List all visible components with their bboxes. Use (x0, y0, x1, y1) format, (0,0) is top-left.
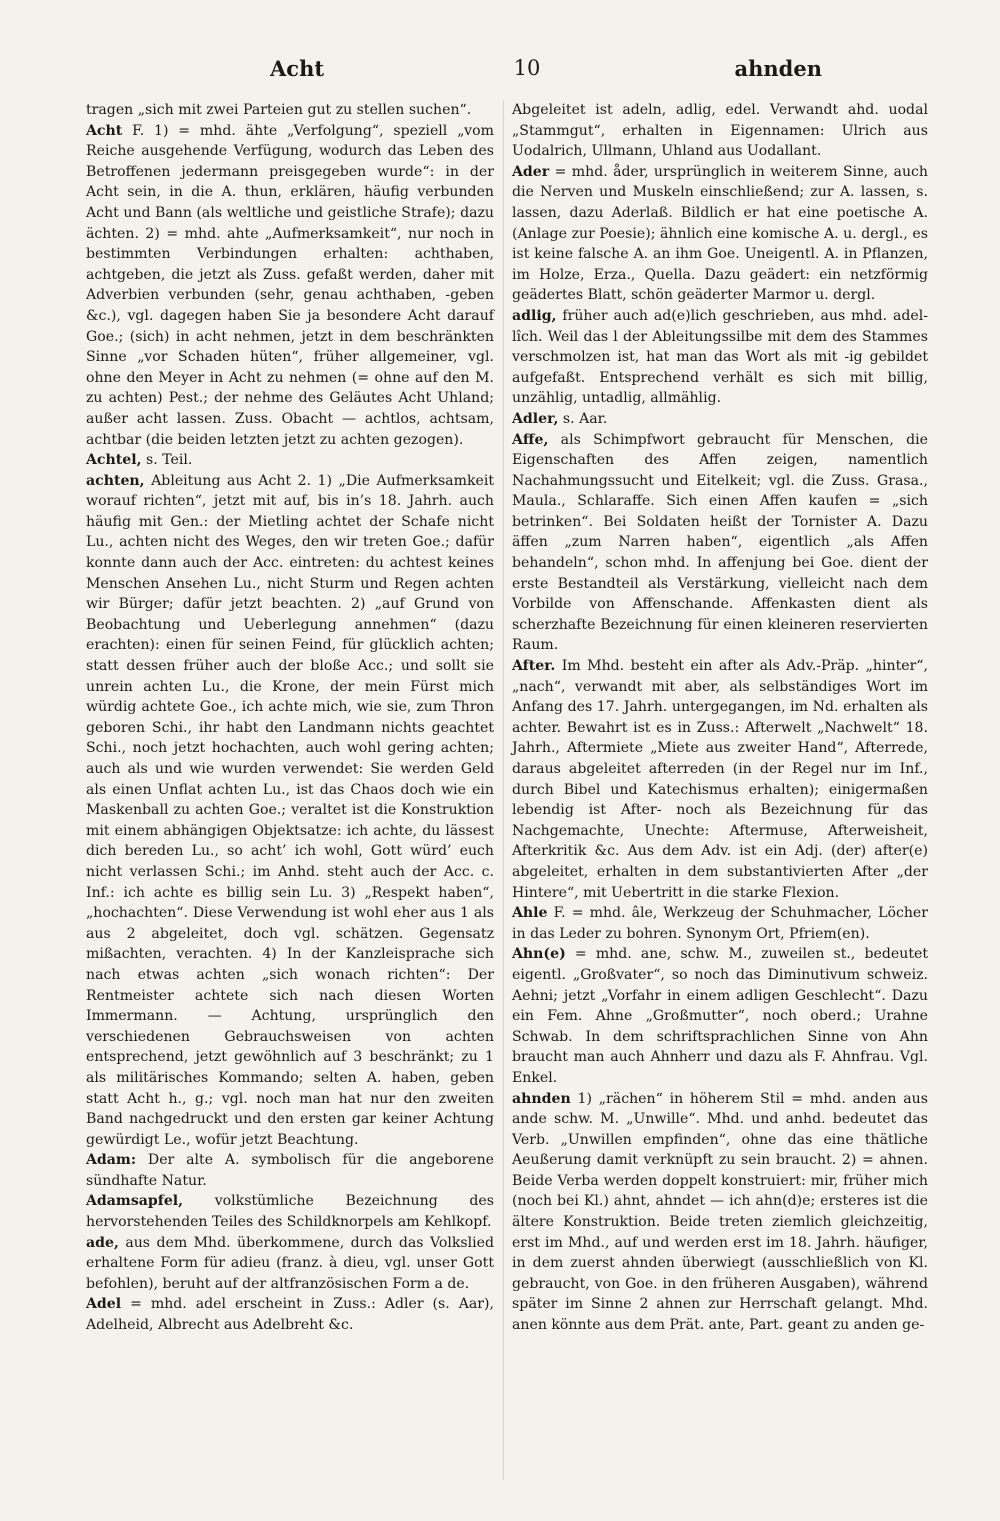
right-headword: ahnden (734, 56, 822, 81)
entry-text: tragen „sich mit zwei Parteien gut zu stellen suchen“. (86, 102, 472, 118)
left-column (86, 100, 494, 1336)
entry (86, 471, 494, 1151)
entry (86, 1294, 494, 1335)
entry (512, 903, 928, 944)
entry (86, 1191, 494, 1232)
entry (512, 944, 928, 1088)
entry-headword: adlig, (512, 307, 557, 324)
entry-text: = mhd. adel erscheint in Zuss.: Adler (s. Aar), Adelheid, Albrecht aus Adelbreht &c. (86, 1296, 494, 1334)
entry (512, 306, 928, 409)
entry (86, 450, 494, 471)
entry (512, 162, 928, 306)
entry-text: Abgeleitet ist adeln, adlig, edel. Verwandt ahd. uodal „Stammgut“, erhalten in Eigennamen: Ulrich aus Uodalrich, Ullmann, Uhland aus Uodallant. (512, 102, 928, 160)
entry-text: Im Mhd. besteht ein after als Adv.-Präp. „hinter“, „nach“, verwandt mit aber, als selbständiges Wort im Anfang des 17. Jahrh. untergegangen, im Nd. erhalten als achter. Bewahrt ist es in Zuss.: Afterwelt „Nachwelt“ 18. Jahrh., Aftermiete „Miete aus zweiter Hand“, Afterrede, daraus abgeleitet afterreden (in der Regel nur im Inf., durch Bibel und Katechismus erhalten); einigermaßen lebendig ist After- noch als Bezeichnung für das Nachgemachte, Unechte: Aftermuse, Afterweisheit, Afterkritik &c. Aus dem Adv. ist ein Adj. (der) after(e) abgeleitet, erhalten in dem substantivierten After „der Hintere“, mit Uebertritt in die starke Flexion. (512, 658, 928, 901)
entry (512, 100, 928, 162)
entry-headword: achten, (86, 472, 145, 489)
entry-text: als Schimpfwort gebraucht für Menschen, die Eigenschaften des Affen zeigen, namentlich Nachahmungssucht und Eitelkeit; vgl. die Zuss. Grasa., Maula., Schlaraffe. Sich einen Affen kaufen = „sich betrinken“. Bei Soldaten heißt der Tornister A. Dazu äffen „zum Narren haben“, eigentlich „als Affen behandeln“, schon mhd. In affenjung bei Goe. dient der erste Bestandteil als Verstärkung, vielleicht nach dem Vorbilde von Affenschande. Affenkasten dient als scherzhafte Bezeichnung für einen kleineren reservierten Raum. (512, 431, 928, 654)
entry (86, 1150, 494, 1191)
entry-headword: Affe, (512, 431, 549, 448)
entry-headword: Adler, (512, 410, 559, 427)
entry-text: 1) „rächen“ in höherem Stil = mhd. anden aus ande schw. M. „Unwille“. Mhd. und anhd. bedeutet das Verb. „Unwillen empfinden“, ohne das eine thätliche Aeußerung damit verknüpft zu sein braucht. 2) = ahnen. Beide Verba werden doppelt konstruiert: mir, früher mich (noch bei Kl.) ahnt, ahndet — ich ahn(d)e; ersteres ist die ältere Konstruktion. Beide treten ziemlich gleichzeitig, erst im Mhd., auf und werden erst im 18. Jahrh. häufiger, in dem zuerst ahnden überwiegt (ausschließlich von Kl. gebraucht, von Goe. in den früheren Ausgaben), während später im Sinne 2 ahnen zur Herrschaft gelangt. Mhd. anen könnte aus dem Prät. ante, Part. geant zu anden ge- (512, 1090, 928, 1334)
entry-text: = mhd. ane, schw. M., zuweilen st., bedeutet eigentl. „Großvater“, so noch das Diminutivum schweiz. Aehni; jetzt „Vorfahr in einem adligen Geschlecht“. Dazu ein Fem. Ahne „Großmutter“, noch oberd.; Urahne Schwab. In dem schriftsprachlichen Sinne von Ahn braucht man auch Ahnherr und dazu als F. Ahnfrau. Vgl. Enkel. (512, 946, 928, 1086)
entry-headword: Adam: (86, 1152, 137, 1169)
entry-headword: ahnden (512, 1090, 571, 1107)
entry-headword: Adamsapfel, (86, 1193, 184, 1210)
entry (512, 1089, 928, 1336)
entry-text: F. 1) = mhd. ähte „Verfolgung“, speziell „vom Reiche ausgehende Verfügung, wodurch das Leben des Betroffenen jedermann preisgegeben wurde“: in der Acht sein, in die A. thun, erklären, häufig verbunden Acht und Bann (als weltliche und geistliche Strafe); dazu ächten. 2) = mhd. ahte „Aufmerksamkeit“, nur noch in bestimmten Verbindungen erhalten: achthaben, achtgeben, die jetzt als Zuss. gefaßt werden, daher mit Adverbien verbunden (sehr, genau achthaben, -geben &c.), vgl. dagegen haben Sie ja besondere Acht darauf Goe.; (sich) in acht nehmen, jetzt in dem beschränkten Sinne „vor Schaden hüten“, früher allgemeiner, vgl. ohne den Meyer in Acht zu nehmen (= ohne auf den M. zu achten) Pest.; der nehme des Geläutes Acht Uhland; außer acht lassen. Zuss. Obacht — achtlos, achtsam, achtbar (die beiden letzten jetzt zu achten gezogen). (86, 122, 494, 448)
entry (86, 100, 494, 121)
entry-text: s. Aar. (562, 410, 608, 427)
entry-headword: Ahn(e) (512, 946, 566, 963)
entry (512, 409, 928, 430)
running-head (82, 56, 930, 86)
entry-text: = mhd. åder, ursprünglich in weiterem Sinne, auch die Nerven und Muskeln einschließend; zur A. lassen, s. lassen, dazu Aderlaß. Bildlich er hat eine poetische A. (Anlage zur Poesie); ähnlich eine komische A. u. dergl., es ist keine falsche A. an ihm Goe. Uneigentl. A. in Pflanzen, im Holze, Erza., Quella. Dazu geädert: ein netzförmig geädertes Blatt, schön geäderter Marmor u. dergl. (512, 163, 928, 304)
entry-text: F. = mhd. âle, Werkzeug der Schuhmacher, Löcher in das Leder zu bohren. Synonym Ort, Pfriem(en). (512, 905, 928, 942)
entry-headword: Ahle (512, 905, 548, 922)
entry (86, 1233, 494, 1295)
entry (512, 656, 928, 903)
entry-text: früher auch ad(e)lich geschrieben, aus mhd. adel-lîch. Weil das l der Ableitungssilbe mit dem des Stammes verschmolzen ist, hat man das Wort als mit -ig gebildet aufgefaßt. Entsprechend verhält es sich mit billig, unzählig, untadlig, allmählig. (512, 307, 928, 407)
entry-text: s. Teil. (146, 452, 193, 469)
entry-headword: Ader (512, 163, 550, 180)
entry-text: volkstümliche Bezeichnung des hervorstehenden Teiles des Schildknorpels am Kehlkopf. (86, 1193, 494, 1231)
entry-headword: Acht (86, 122, 123, 139)
entry-headword: ade, (86, 1234, 119, 1251)
entry-text: aus dem Mhd. überkommene, durch das Volkslied erhaltene Form für adieu (franz. à dieu, vgl. unser Gott befohlen), beruht auf der altfranzösischen Form a de. (86, 1234, 494, 1292)
column-divider (503, 100, 504, 1480)
entry-text: Ableitung aus Acht 2. 1) „Die Aufmerksamkeit worauf richten“, jetzt mit auf, bis in’s 18. Jahrh. auch häufig mit Gen.: der Mietling achtet der Schafe nicht Lu., achten nicht des Weges, den wir treten Goe.; dafür konnte dann auch der Acc. eintreten: du achtest keines Menschen Ansehen Lu., nicht Sturm und Regen achten wir Bürger; dafür jetzt beachten. 2) „auf Grund von Beobachtung und Ueberlegung annehmen“ (dazu erachten): einen für seinen Feind, für glücklich achten; statt dessen früher auch der bloße Acc.; und sollt sie unrein achten Lu., die Krone, der mein Fürst mich würdig achtete Goe., ich achte mich, wie sie, zum Thron geboren Schi., ihr habt den Landmann nichts geachtet Schi., noch jetzt hochachten, auch wohl gering achten; auch als und wie wurden verwendet: Sie werden Geld als einen Unflat achten Lu., ist das Chaos doch wie ein Maskenball zu achten Goe.; veraltet ist die Konstruktion mit einem abhängigen Objektsatze: ich achte, du lässest dich bereden Lu., so acht’ ich wohl, Gott würd’ euch nicht verlassen Schi.; im Anhd. steht auch der Acc. c. Inf.: ich achte es billig sein Lu. 3) „Respekt haben“, „hochachten“. Diese Verwendung ist wohl eher aus 1 als aus 2 abgeleitet, doch vgl. schätzen. Gegensatz mißachten, verachten. 4) In der Kanzleisprache sich nach etwas achten „sich wonach richten“: Der Rentmeister achtete sich nach diesen Worten Immermann. — Achtung, ursprünglich den verschiedenen Gebrauchsweisen von achten entsprechend, jetzt gewöhnlich auf 3 beschränkt; zu 1 als militärisches Kommando; selten A. haben, geben statt Acht h., g.; vgl. noch man hat nur den zweiten Band nachgedruckt und den ersten gar keiner Achtung gewürdigt Le., wofür jetzt Beachtung. (86, 472, 495, 1148)
right-column (512, 100, 928, 1336)
entry-headword: Achtel, (86, 452, 142, 469)
left-headword: Acht (270, 56, 325, 81)
page-number: 10 (513, 56, 541, 80)
entry-headword: Adel (86, 1296, 122, 1313)
entry-headword: After. (512, 658, 556, 675)
entry (86, 121, 494, 451)
entry-text: Der alte A. symbolisch für die angeborene sündhafte Natur. (86, 1152, 494, 1189)
entry (512, 430, 928, 657)
